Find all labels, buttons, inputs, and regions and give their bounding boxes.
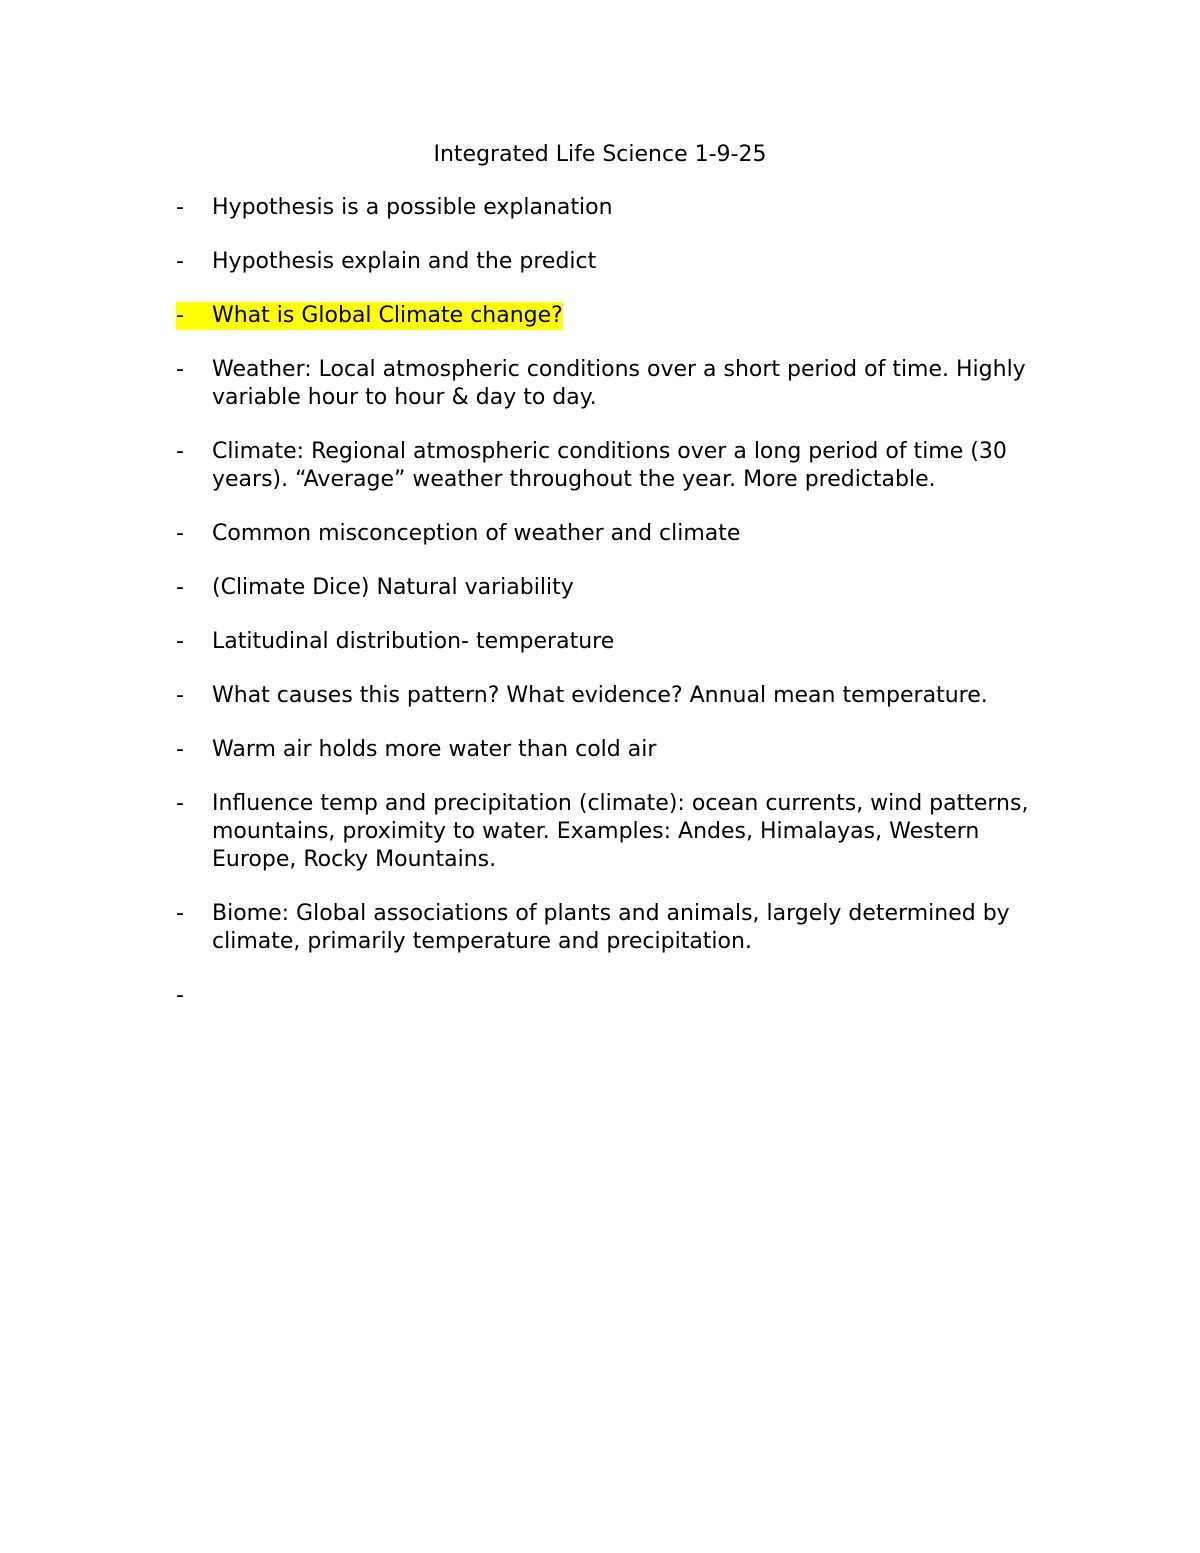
bullet-dash: - [176,439,184,464]
bullet-dash: - [176,629,184,654]
list-item-text: Hypothesis explain and the predict [212,249,597,274]
list-item-text: Latitudinal distribution- temperature [212,629,615,654]
list-item [176,628,1056,656]
bullet-dash: - [176,357,184,382]
list-item-highlighted [176,302,1056,330]
list-item [176,248,1056,276]
bullet-dash: - [176,983,184,1008]
list-item-text: (Climate Dice) Natural variability [212,575,574,600]
bullet-dash: - [176,521,184,546]
list-item [176,194,1056,222]
bullet-dash: - [176,195,184,220]
list-item [176,438,1056,494]
bullet-dash: - [176,302,212,330]
list-item-text: Influence temp and precipitation (climate): ocean currents, wind patterns, mountains, proximity to water. Examples: Andes, Himalayas, Western Europe, Rocky Mountains. [212,791,1029,872]
list-item-text: Climate: Regional atmospheric conditions over a long period of time (30 years). “Average” weather throughout the year. More predictable. [212,439,1007,492]
list-item-text: Hypothesis is a possible explanation [212,195,613,220]
list-item-text: Biome: Global associations of plants and animals, largely determined by climate, primarily temperature and precipitation. [212,901,1010,954]
list-item-text: Weather: Local atmospheric conditions over a short period of time. Highly variable hour to hour & day to day. [212,357,1026,410]
bullet-dash: - [176,683,184,708]
list-item [176,736,1056,764]
bullet-dash: - [176,791,184,816]
list-item [176,520,1056,548]
list-item [176,682,1056,710]
list-item-text: What causes this pattern? What evidence? Annual mean temperature. [212,683,988,708]
list-item [176,356,1056,412]
list-item [176,900,1056,956]
list-item [176,790,1056,874]
bullet-dash: - [176,901,184,926]
bullet-dash: - [176,249,184,274]
document-title: Integrated Life Science 1-9-25 [433,142,767,167]
list-item-text: Common misconception of weather and climate [212,521,741,546]
bullet-dash: - [176,737,184,762]
list-item [176,574,1056,602]
bullet-dash: - [176,575,184,600]
notes-list [176,194,1056,1036]
list-item-text: What is Global Climate change? [212,303,563,328]
list-item-text: Warm air holds more water than cold air [212,737,657,762]
list-item-empty [176,982,1056,1010]
